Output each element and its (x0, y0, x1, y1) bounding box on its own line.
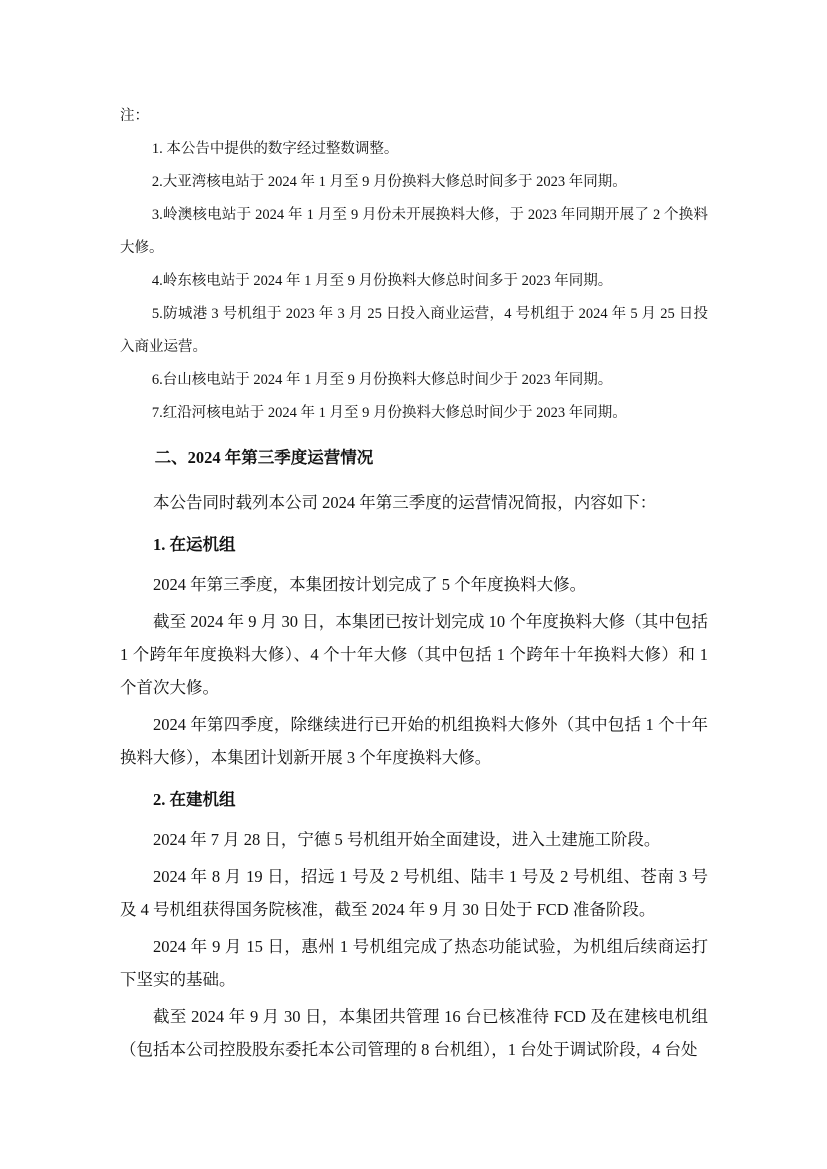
subsection-heading-operating-units: 1. 在运机组 (153, 535, 236, 554)
paragraph-ningde-unit5: 2024 年 7 月 28 日，宁德 5 号机组开始全面建设，进入土建施工阶段。 (153, 830, 661, 849)
note-item-7: 7.红沿河核电站于 2024 年 1 月至 9 月份换料大修总时间少于 2023 年同期。 (151, 405, 627, 421)
notes-section (120, 100, 708, 430)
note-item-4: 4.岭东核电站于 2024 年 1 月至 9 月份换料大修总时间多于 2023 年同期。 (151, 273, 613, 289)
paragraph-q4-plan: 2024 年第四季度，除继续进行已开始的机组换料大修外（其中包括 1 个十年换料大修），本集团计划新开展 3 个年度换料大修。 (120, 715, 708, 767)
note-item-1: 1. 本公告中提供的数字经过整数调整。 (151, 141, 399, 157)
section-heading: 二、2024 年第三季度运营情况 (154, 448, 374, 467)
note-item-5: 5.防城港 3 号机组于 2023 年 3 月 25 日投入商业运营，4 号机组于 2024 年 5 月 25 日投入商业运营。 (120, 306, 708, 355)
note-item-2: 2.大亚湾核电站于 2024 年 1 月至 9 月份换料大修总时间多于 2023 年同期。 (151, 174, 627, 190)
paragraph-managed-units-summary: 截至 2024 年 9 月 30 日，本集团共管理 16 台已核准待 FCD 及在建核电机组（包括本公司控股股东委托本公司管理的 8 台机组），1 台处于调试阶段，4 台处 (120, 1007, 708, 1059)
paragraph-state-council-approval: 2024 年 8 月 19 日，招远 1 号及 2 号机组、陆丰 1 号及 2 号机组、苍南 3 号及 4 号机组获得国务院核准，截至 2024 年 9 月 30 日处于 FCD 准备阶段。 (120, 867, 708, 919)
notes-label: 注： (120, 108, 149, 124)
subsection-heading-units-under-construction: 2. 在建机组 (153, 790, 236, 809)
note-item-3: 3.岭澳核电站于 2024 年 1 月至 9 月份未开展换料大修，于 2023 年同期开展了 2 个换料大修。 (120, 207, 708, 256)
page-content (120, 100, 708, 1066)
paragraph-q3-overhauls: 2024 年第三季度，本集团按计划完成了 5 个年度换料大修。 (153, 575, 587, 594)
paragraph-huizhou-unit1: 2024 年 9 月 15 日，惠州 1 号机组完成了热态功能试验，为机组后续商运打下坚实的基础。 (120, 937, 708, 989)
section-intro-paragraph: 本公告同时载列本公司 2024 年第三季度的运营情况简报，内容如下： (153, 493, 657, 512)
note-item-6: 6.台山核电站于 2024 年 1 月至 9 月份换料大修总时间少于 2023 年同期。 (151, 372, 613, 388)
paragraph-ytd-overhauls: 截至 2024 年 9 月 30 日，本集团已按计划完成 10 个年度换料大修（其中包括 1 个跨年年度换料大修）、4 个十年大修（其中包括 1 个跨年十年换料大修）和 1 个首次大修。 (120, 612, 708, 697)
